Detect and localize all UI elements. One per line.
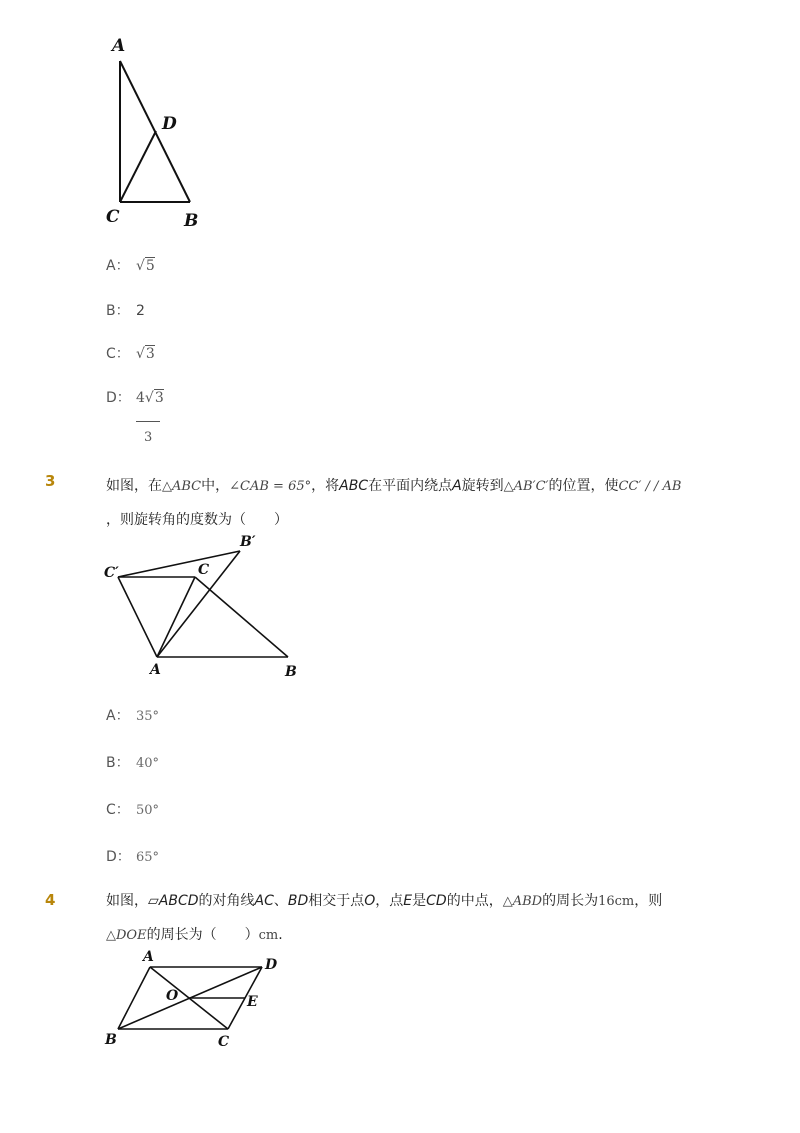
option-value: 35°: [136, 709, 160, 724]
sqrt-expression: √3: [136, 346, 155, 362]
q3-number: 3: [45, 472, 56, 490]
segment-ab: [118, 967, 150, 1029]
q4-figure: [100, 945, 290, 1055]
option-letter: C：: [106, 802, 130, 818]
sqrt-expression: √5: [136, 258, 155, 274]
q2-label-b: B: [184, 211, 199, 231]
q4-number: 4: [45, 891, 56, 909]
q3-option-b[interactable]: [106, 752, 159, 772]
q2-triangle-diagram: [100, 36, 220, 231]
q2-option-a[interactable]: [106, 255, 155, 275]
option-letter: B：: [106, 303, 130, 319]
segment-cb: [195, 577, 288, 657]
q2-figure: [100, 36, 220, 231]
q4-parallelogram-diagram: [100, 945, 290, 1055]
q3-label-b: B: [285, 664, 297, 680]
option-letter: A：: [106, 258, 130, 274]
q4-label-a: A: [143, 949, 154, 965]
option-value: 2: [136, 303, 145, 319]
q3-option-c[interactable]: [106, 799, 159, 819]
q3-label-b-prime: B′: [240, 534, 256, 550]
q2-label-c: C: [106, 207, 120, 227]
option-value: 40°: [136, 756, 160, 771]
q4-stem-line2: △DOE的周长为（ ）cm.: [106, 927, 283, 943]
option-value: 50°: [136, 803, 160, 818]
option-value: 65°: [136, 850, 160, 865]
option-letter: A：: [106, 708, 130, 724]
segment-cd: [120, 131, 156, 202]
q3-stem-line2: ，则旋转角的度数为（ ）: [106, 512, 288, 528]
q3-rotation-diagram: [100, 530, 310, 680]
option-letter: B：: [106, 755, 130, 771]
fraction-numerator: 4√3: [136, 390, 164, 406]
fraction-denominator: 3: [144, 430, 153, 445]
q4-label-e: E: [247, 994, 258, 1010]
q3-option-a[interactable]: [106, 705, 159, 725]
option-letter: D：: [106, 849, 131, 865]
q4-label-c: C: [218, 1034, 230, 1050]
q2-option-c[interactable]: [106, 343, 155, 363]
option-letter: D：: [106, 390, 131, 406]
q3-label-c-prime: C′: [104, 565, 119, 581]
q4-label-b: B: [105, 1032, 117, 1048]
q3-stem-line1: 如图，在△ABC中，∠CAB = 65°，将ABC在平面内绕点A旋转到△AB′C′的位置，使CC′ / / AB: [106, 478, 682, 494]
q3-label-c: C: [198, 562, 210, 578]
q2-option-d[interactable]: [106, 387, 166, 445]
q2-label-d: D: [162, 114, 177, 134]
option-letter: C：: [106, 346, 130, 362]
q4-label-d: D: [265, 957, 278, 973]
q3-option-d[interactable]: [106, 846, 159, 866]
q3-figure: [100, 530, 310, 680]
q2-option-b[interactable]: [106, 300, 145, 320]
q4-label-o: O: [166, 988, 179, 1004]
q2-label-a: A: [112, 36, 126, 56]
q3-label-a: A: [150, 662, 161, 678]
fraction: [136, 390, 166, 445]
segment-ac-prime: [118, 577, 157, 657]
q4-stem-line1: 如图，▱ABCD的对角线AC、BD相交于点O，点E是CD的中点，△ABD的周长为16cm，则: [106, 893, 663, 909]
fraction-bar: [136, 421, 160, 422]
